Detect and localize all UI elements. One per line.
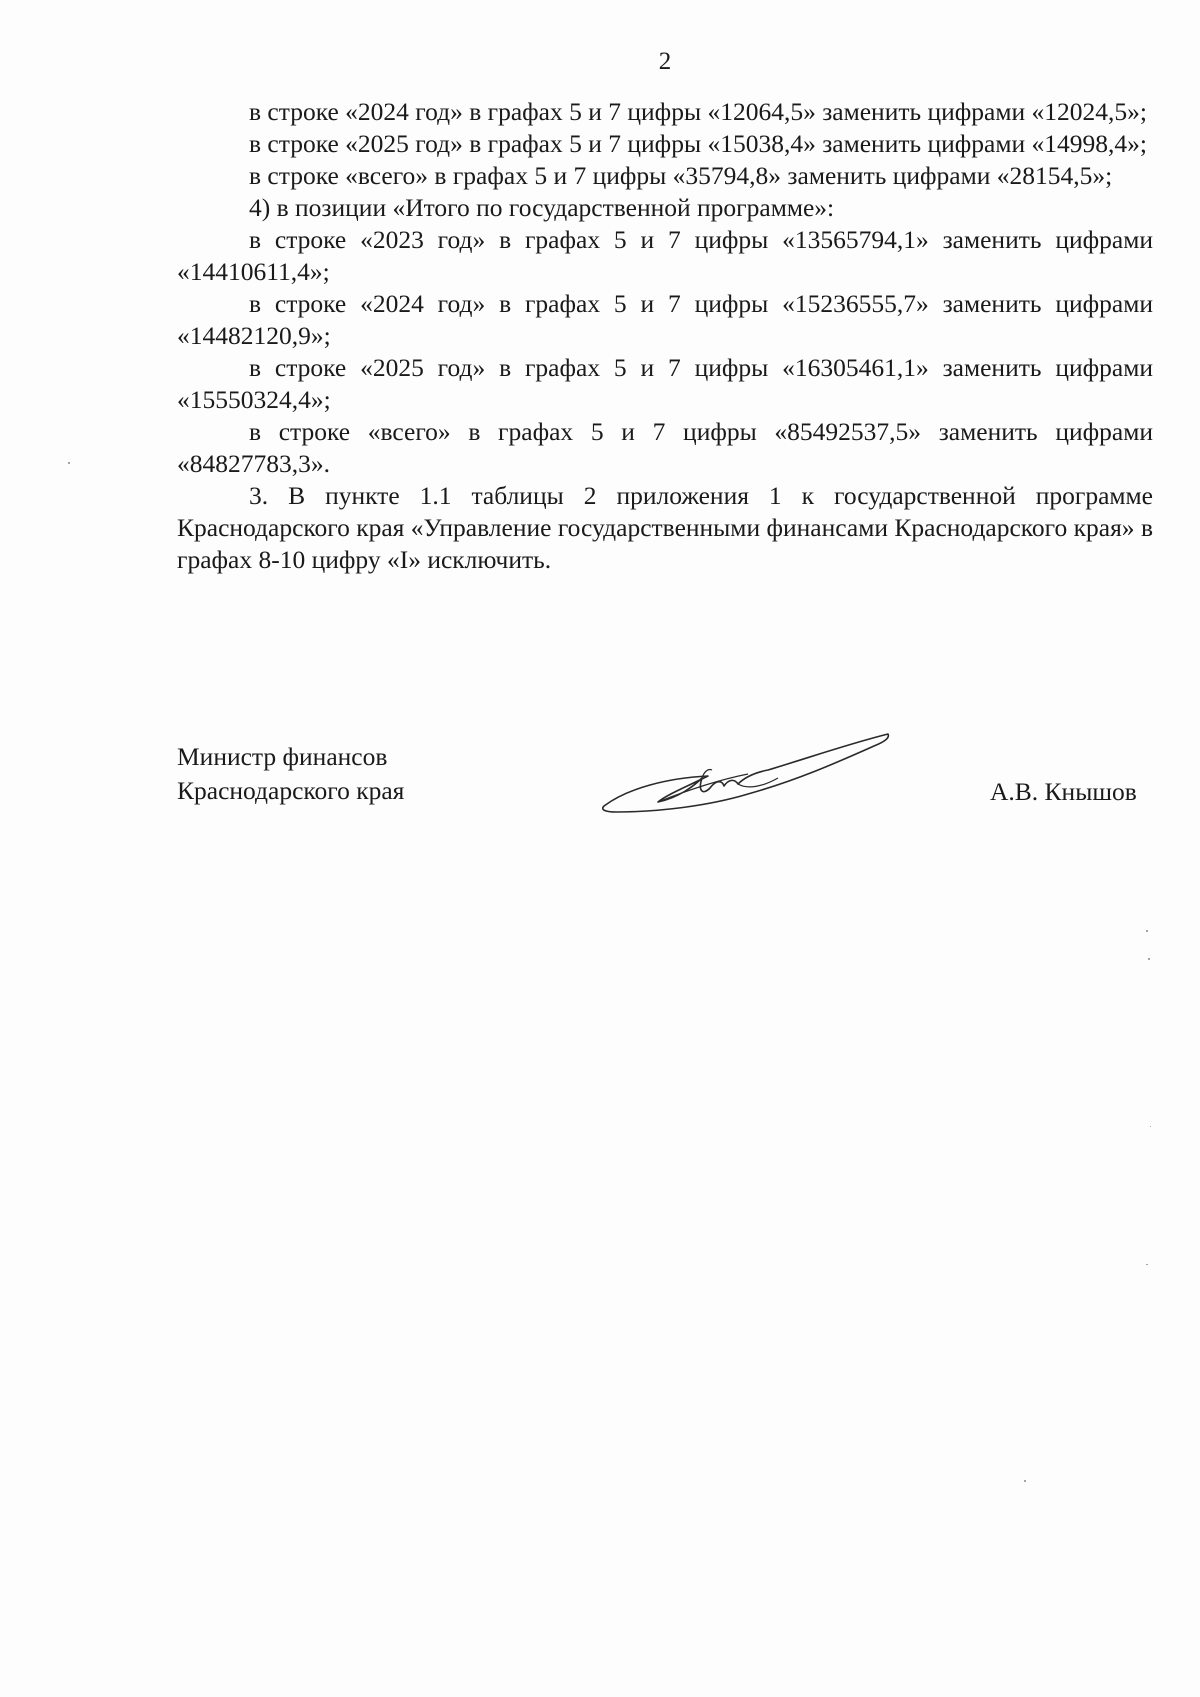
document-body xyxy=(177,96,1153,576)
signatory-name: А.В. Кнышов xyxy=(990,777,1137,806)
paragraph: в строке «всего» в графах 5 и 7 цифры «85492537,5» заменить цифрами «84827783,3». xyxy=(177,417,1153,478)
signatory-position xyxy=(177,740,404,808)
scan-speck xyxy=(1146,930,1148,932)
signatory-position-line: Краснодарского края xyxy=(177,776,405,805)
scan-speck xyxy=(1146,1264,1148,1265)
scan-speck xyxy=(1024,1480,1026,1482)
paragraph: в строке «2024 год» в графах 5 и 7 цифры «12064,5» заменить цифрами «12024,5»; xyxy=(249,97,1147,126)
paragraph: 4) в позиции «Итого по государственной программе»: xyxy=(249,193,835,222)
paragraph: в строке «2025 год» в графах 5 и 7 цифры «15038,4» заменить цифрами «14998,4»; xyxy=(249,129,1147,158)
handwritten-signature xyxy=(598,728,898,818)
paragraph: в строке «всего» в графах 5 и 7 цифры «35794,8» заменить цифрами «28154,5»; xyxy=(249,161,1113,190)
scan-speck xyxy=(68,462,70,464)
paragraph: 3. В пункте 1.1 таблицы 2 приложения 1 к государственной программе Краснодарского края «Управление государственными финансами Краснодарского края» в графах 8-10 цифру «I» исключить. xyxy=(177,481,1153,574)
scan-speck xyxy=(1148,958,1150,960)
scan-speck xyxy=(1150,1126,1151,1127)
signatory-position-line: Министр финансов xyxy=(177,742,388,771)
paragraph: в строке «2023 год» в графах 5 и 7 цифры «13565794,1» заменить цифрами «14410611,4»; xyxy=(177,225,1153,286)
paragraph: в строке «2025 год» в графах 5 и 7 цифры «16305461,1» заменить цифрами «15550324,4»; xyxy=(177,353,1153,414)
page-number: 2 xyxy=(658,48,672,75)
paragraph: в строке «2024 год» в графах 5 и 7 цифры «15236555,7» заменить цифрами «14482120,9»; xyxy=(177,289,1153,350)
